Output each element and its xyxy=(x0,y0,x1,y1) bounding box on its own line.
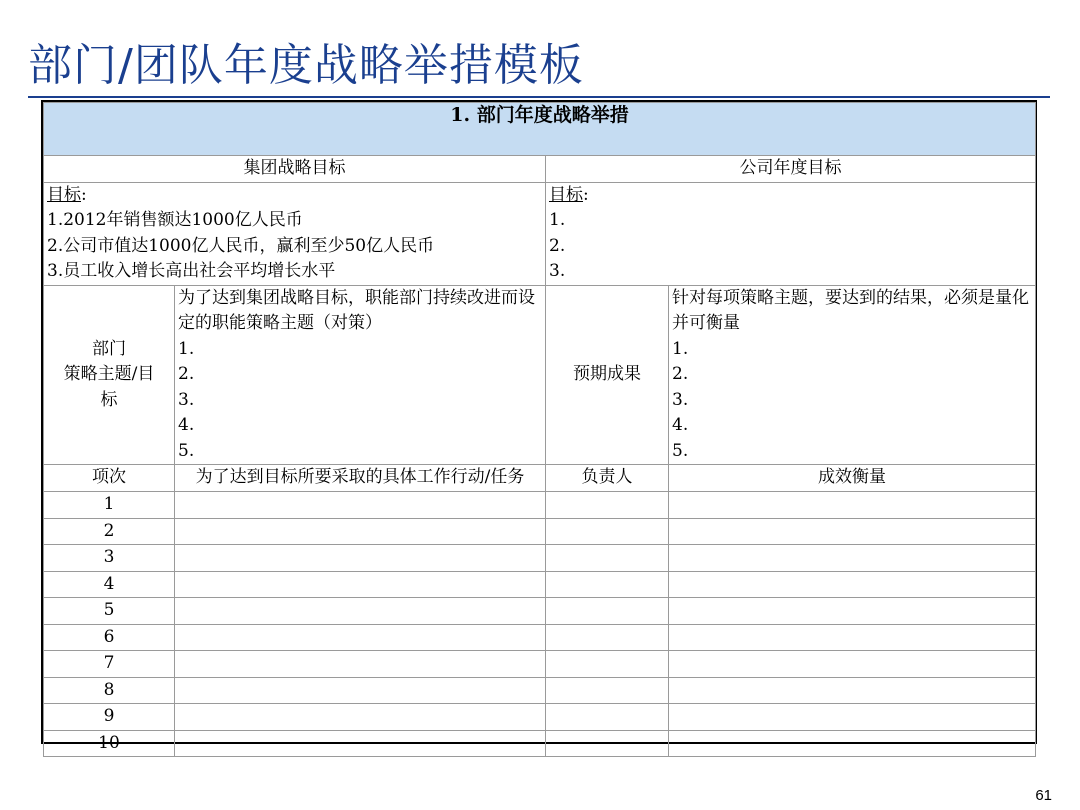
page-title: 部门/团队年度战略举措模板 xyxy=(28,40,584,91)
group-goals-cell xyxy=(44,182,546,285)
task-measure-cell xyxy=(669,651,1036,678)
table-row xyxy=(44,571,1036,598)
section-title-row xyxy=(44,103,1036,156)
table-row xyxy=(44,730,1036,757)
company-goal-item: 1. xyxy=(549,210,566,230)
strategy-template-table xyxy=(41,100,1037,753)
goal-header-row xyxy=(44,156,1036,183)
task-owner-cell xyxy=(546,677,669,704)
task-measure-cell xyxy=(669,704,1036,731)
group-goal-item: 2.公司市值达1000亿人民币，赢利至少50亿人民币 xyxy=(47,235,435,256)
row-index: 7 xyxy=(44,651,175,678)
company-goal-header: 公司年度目标 xyxy=(546,156,1036,183)
task-owner-cell xyxy=(546,704,669,731)
outcome-item: 4. xyxy=(672,415,689,435)
strategy-item: 2. xyxy=(178,364,195,384)
task-action-cell xyxy=(175,518,546,545)
strategy-description: 为了达到集团战略目标，职能部门持续改进而设定的职能策略主题（对策） xyxy=(178,287,535,333)
task-measure-cell xyxy=(669,492,1036,519)
company-goal-item: 3. xyxy=(549,261,566,281)
company-goals-label: 目标 xyxy=(549,184,583,205)
task-owner-cell xyxy=(546,651,669,678)
task-action-cell xyxy=(175,677,546,704)
strategy-item: 5. xyxy=(178,440,195,461)
task-index-header: 项次 xyxy=(44,465,175,492)
task-action-cell xyxy=(175,545,546,572)
group-goals-label-line xyxy=(47,183,542,209)
task-measure-cell xyxy=(669,598,1036,625)
strategy-item: 3. xyxy=(178,389,195,410)
row-index: 9 xyxy=(44,704,175,731)
company-goals-colon: : xyxy=(583,184,589,205)
task-action-cell xyxy=(175,571,546,598)
table-row xyxy=(44,651,1036,678)
task-measure-cell xyxy=(669,571,1036,598)
task-action-cell xyxy=(175,704,546,731)
table-row xyxy=(44,518,1036,545)
task-measure-cell xyxy=(669,545,1036,572)
table-row xyxy=(44,677,1036,704)
row-index: 4 xyxy=(44,571,175,598)
table-row xyxy=(44,492,1036,519)
row-index: 10 xyxy=(44,730,175,757)
main-table xyxy=(43,102,1036,757)
task-measure-cell xyxy=(669,518,1036,545)
table-row xyxy=(44,704,1036,731)
outcome-item: 5. xyxy=(672,440,689,461)
outcome-item: 2. xyxy=(672,364,689,384)
goals-row xyxy=(44,182,1036,285)
group-goals-colon: : xyxy=(81,184,87,205)
task-owner-cell xyxy=(546,518,669,545)
group-goal-item: 3.员工收入增长高出社会平均增长水平 xyxy=(47,261,336,281)
task-header-row xyxy=(44,465,1036,492)
strategy-item: 1. xyxy=(178,338,195,359)
row-index: 1 xyxy=(44,492,175,519)
company-goal-item: 2. xyxy=(549,235,566,256)
title-underline xyxy=(28,96,1050,98)
group-goal-header: 集团战略目标 xyxy=(44,156,546,183)
task-owner-cell xyxy=(546,598,669,625)
outcome-content-cell xyxy=(669,285,1036,465)
group-goals-label: 目标 xyxy=(47,184,81,205)
task-owner-header: 负责人 xyxy=(546,465,669,492)
task-owner-cell xyxy=(546,730,669,757)
strategy-item: 4. xyxy=(178,415,195,435)
task-action-cell xyxy=(175,651,546,678)
outcome-description: 针对每项策略主题，要达到的结果，必须是量化并可衡量 xyxy=(672,287,1029,333)
row-index: 2 xyxy=(44,518,175,545)
task-action-header: 为了达到目标所要采取的具体工作行动/任务 xyxy=(175,465,546,492)
task-action-cell xyxy=(175,598,546,625)
task-measure-cell xyxy=(669,624,1036,651)
group-goal-item: 1.2012年销售额达1000亿人民币 xyxy=(47,210,303,230)
task-action-cell xyxy=(175,730,546,757)
expected-outcome-label: 预期成果 xyxy=(546,285,669,465)
row-index: 5 xyxy=(44,598,175,625)
task-owner-cell xyxy=(546,571,669,598)
outcome-item: 1. xyxy=(672,338,689,359)
section-title: 1. 部门年度战略举措 xyxy=(44,103,1036,156)
task-measure-cell xyxy=(669,730,1036,757)
row-index: 3 xyxy=(44,545,175,572)
row-index: 6 xyxy=(44,624,175,651)
strategy-row-label: 部门 策略主题/目 标 xyxy=(44,285,175,465)
strategy-content-cell xyxy=(175,285,546,465)
company-goals-label-line xyxy=(549,183,1032,209)
task-measure-cell xyxy=(669,677,1036,704)
task-action-cell xyxy=(175,492,546,519)
task-measure-header: 成效衡量 xyxy=(669,465,1036,492)
task-owner-cell xyxy=(546,545,669,572)
strategy-row xyxy=(44,285,1036,465)
table-row xyxy=(44,598,1036,625)
task-owner-cell xyxy=(546,492,669,519)
row-index: 8 xyxy=(44,677,175,704)
outcome-item: 3. xyxy=(672,389,689,410)
task-action-cell xyxy=(175,624,546,651)
table-row xyxy=(44,545,1036,572)
page-number: 61 xyxy=(1035,787,1052,804)
table-row xyxy=(44,624,1036,651)
task-owner-cell xyxy=(546,624,669,651)
company-goals-cell xyxy=(546,182,1036,285)
